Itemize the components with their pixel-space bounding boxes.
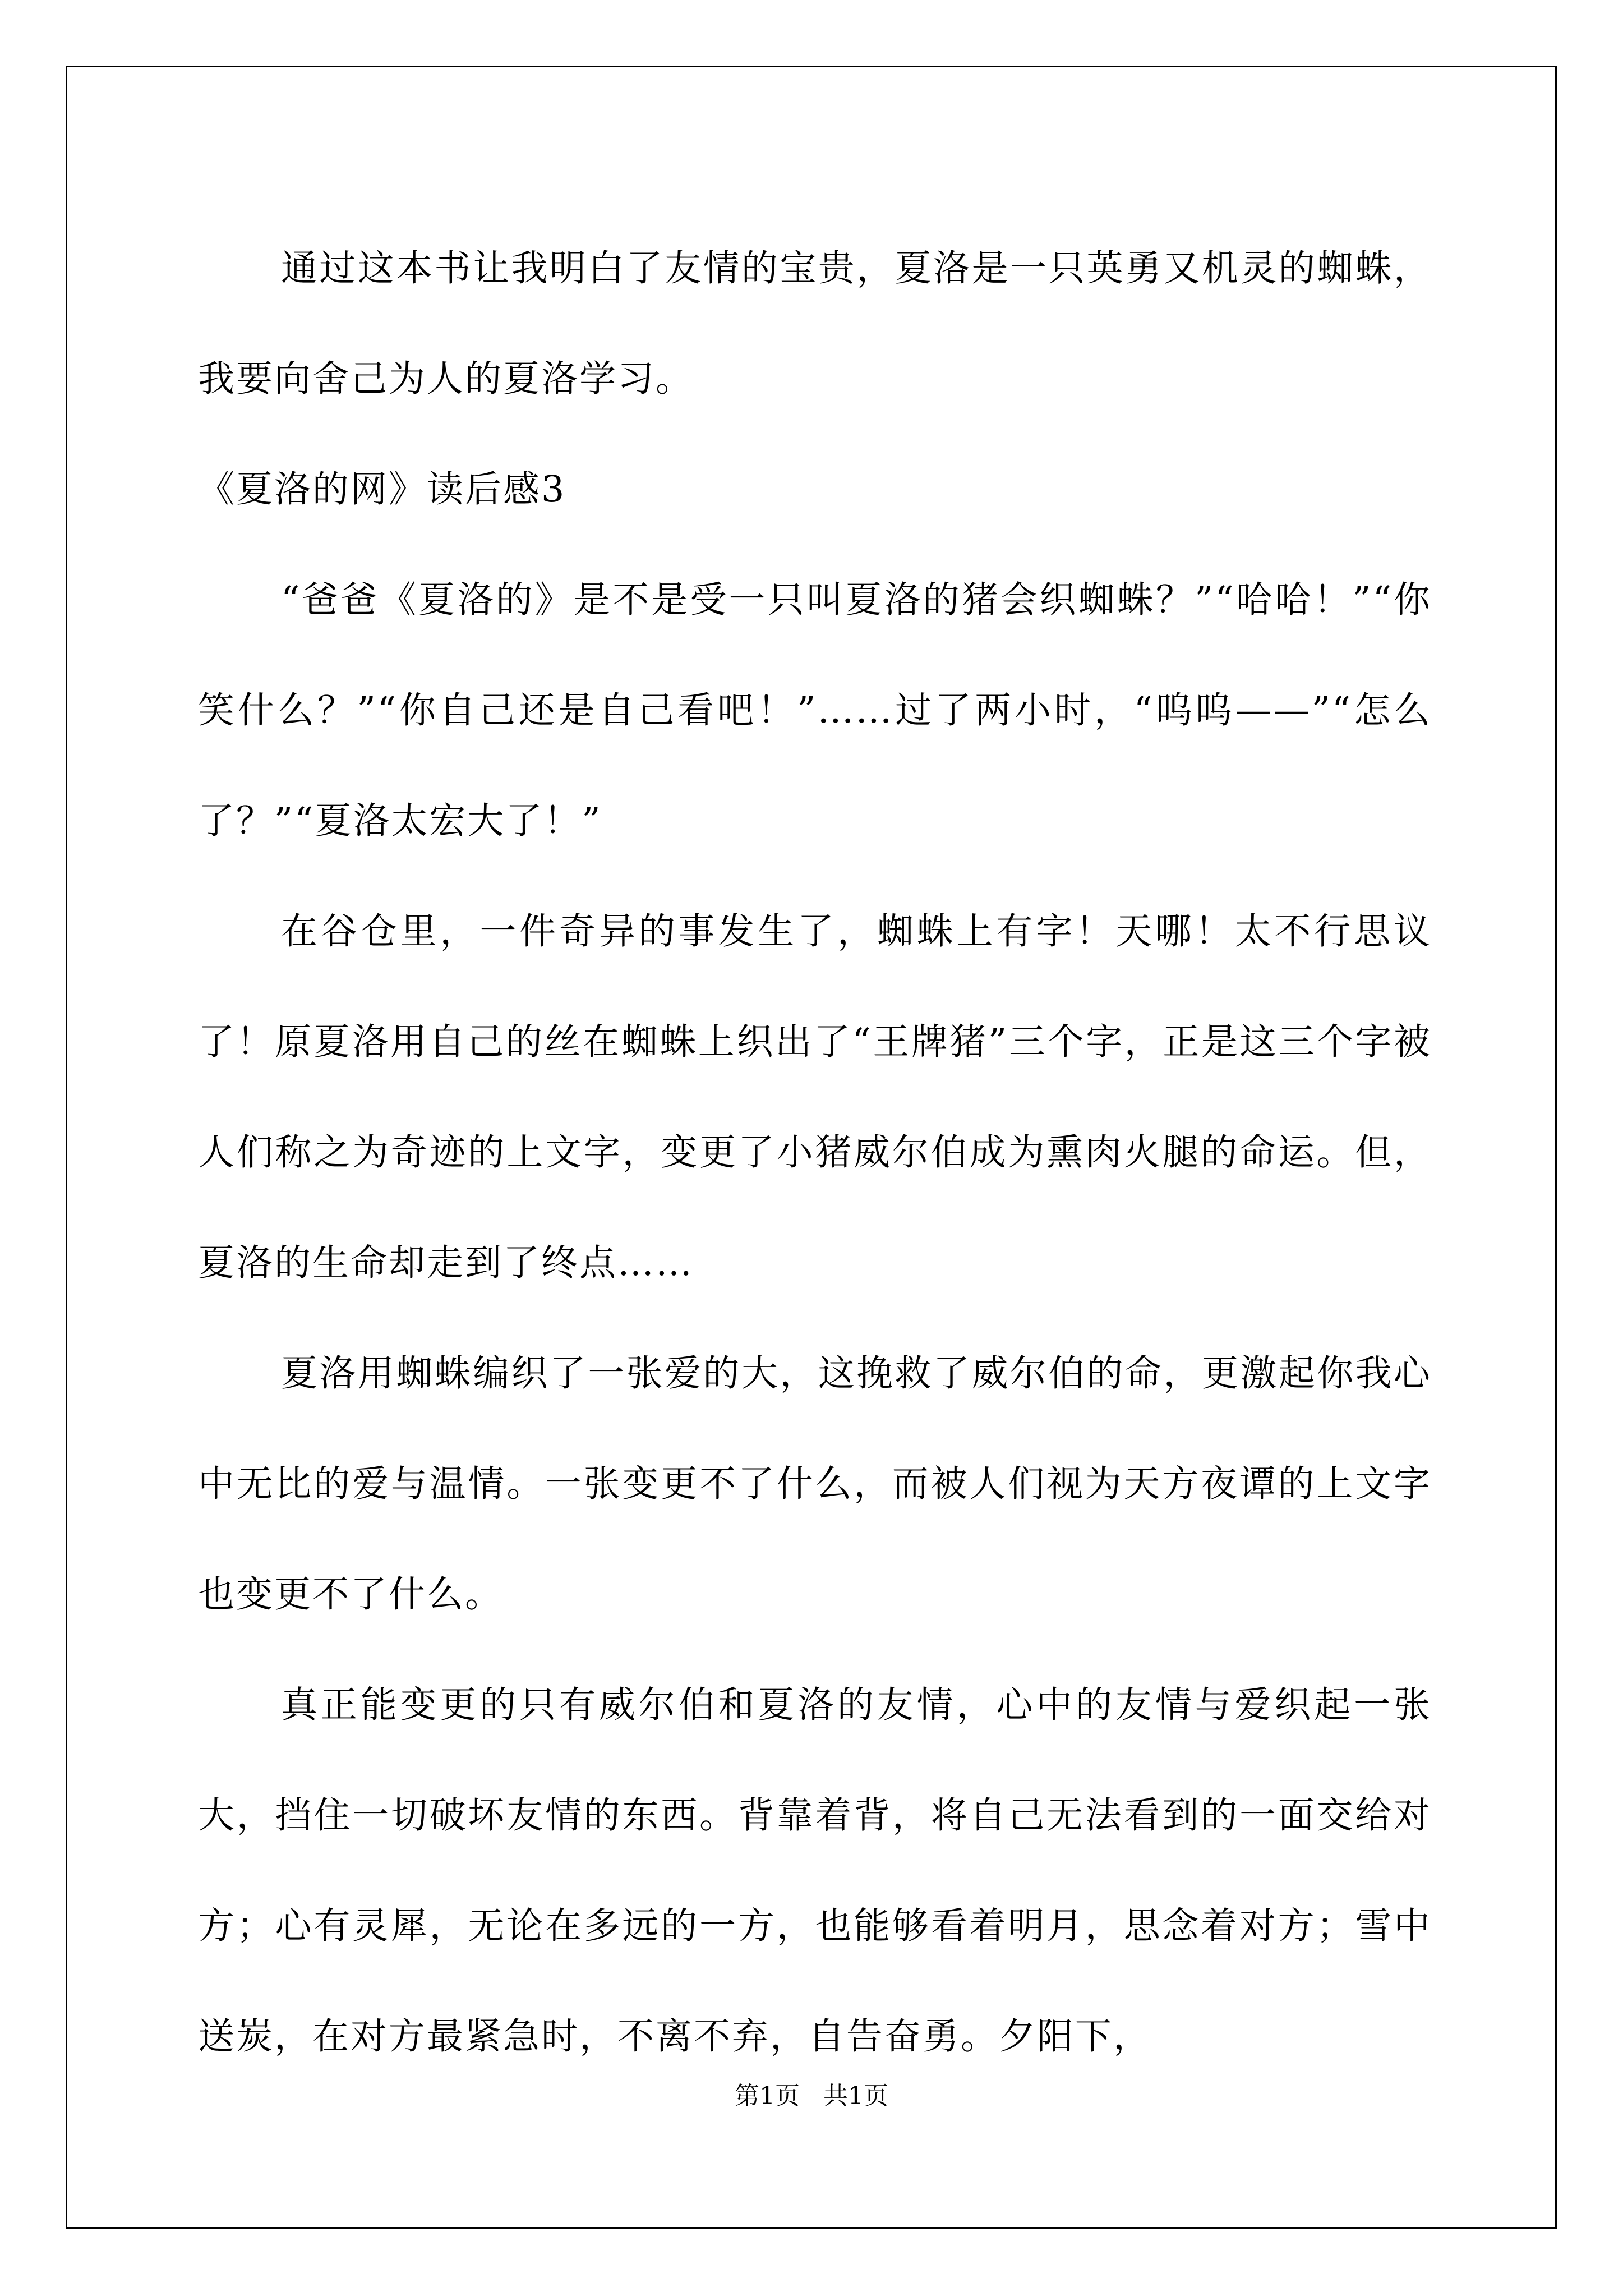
section-heading: 《夏洛的网》读后感3 [198, 468, 566, 510]
paragraph-1: 通过这本书让我明白了友情的宝贵，夏洛是一只英勇又机灵的蜘蛛，我要向舍己为人的夏洛学习。 [198, 247, 1432, 400]
paragraph-3: 在谷仓里，一件奇异的事发生了，蜘蛛上有字！天哪！太不行思议了！原夏洛用自己的丝在蜘蛛上织出了“王牌猪”三个字，正是这三个字被人们称之为奇迹的上文字，变更了小猪威尔伯成为熏肉火腿的命运。但，夏洛的生命却走到了终点…… [198, 910, 1432, 1284]
paragraph-4: 夏洛用蜘蛛编织了一张爱的大，这挽救了威尔伯的命，更激起你我心中无比的爱与温情。一张变更不了什么，而被人们视为天方夜谭的上文字也变更不了什么。 [198, 1352, 1432, 1616]
document-body [198, 213, 1432, 2092]
paragraph-2: “爸爸《夏洛的》是不是受一只叫夏洛的猪会织蜘蛛？”“哈哈！”“你笑什么？”“你自己还是自己看吧！”……过了两小时，“呜呜——”“怎么了？”“夏洛太宏大了！” [198, 579, 1432, 842]
paragraph-5: 真正能变更的只有威尔伯和夏洛的友情，心中的友情与爱织起一张大，挡住一切破坏友情的东西。背靠着背，将自己无法看到的一面交给对方；心有灵犀，无论在多远的一方，也能够看着明月，思念着对方；雪中送炭，在对方最紧急时，不离不弃，自告奋勇。夕阳下， [198, 1684, 1432, 2058]
page-number: 第1页 [735, 2082, 800, 2110]
page-footer [0, 2076, 1623, 2111]
page-total: 共1页 [823, 2082, 888, 2110]
